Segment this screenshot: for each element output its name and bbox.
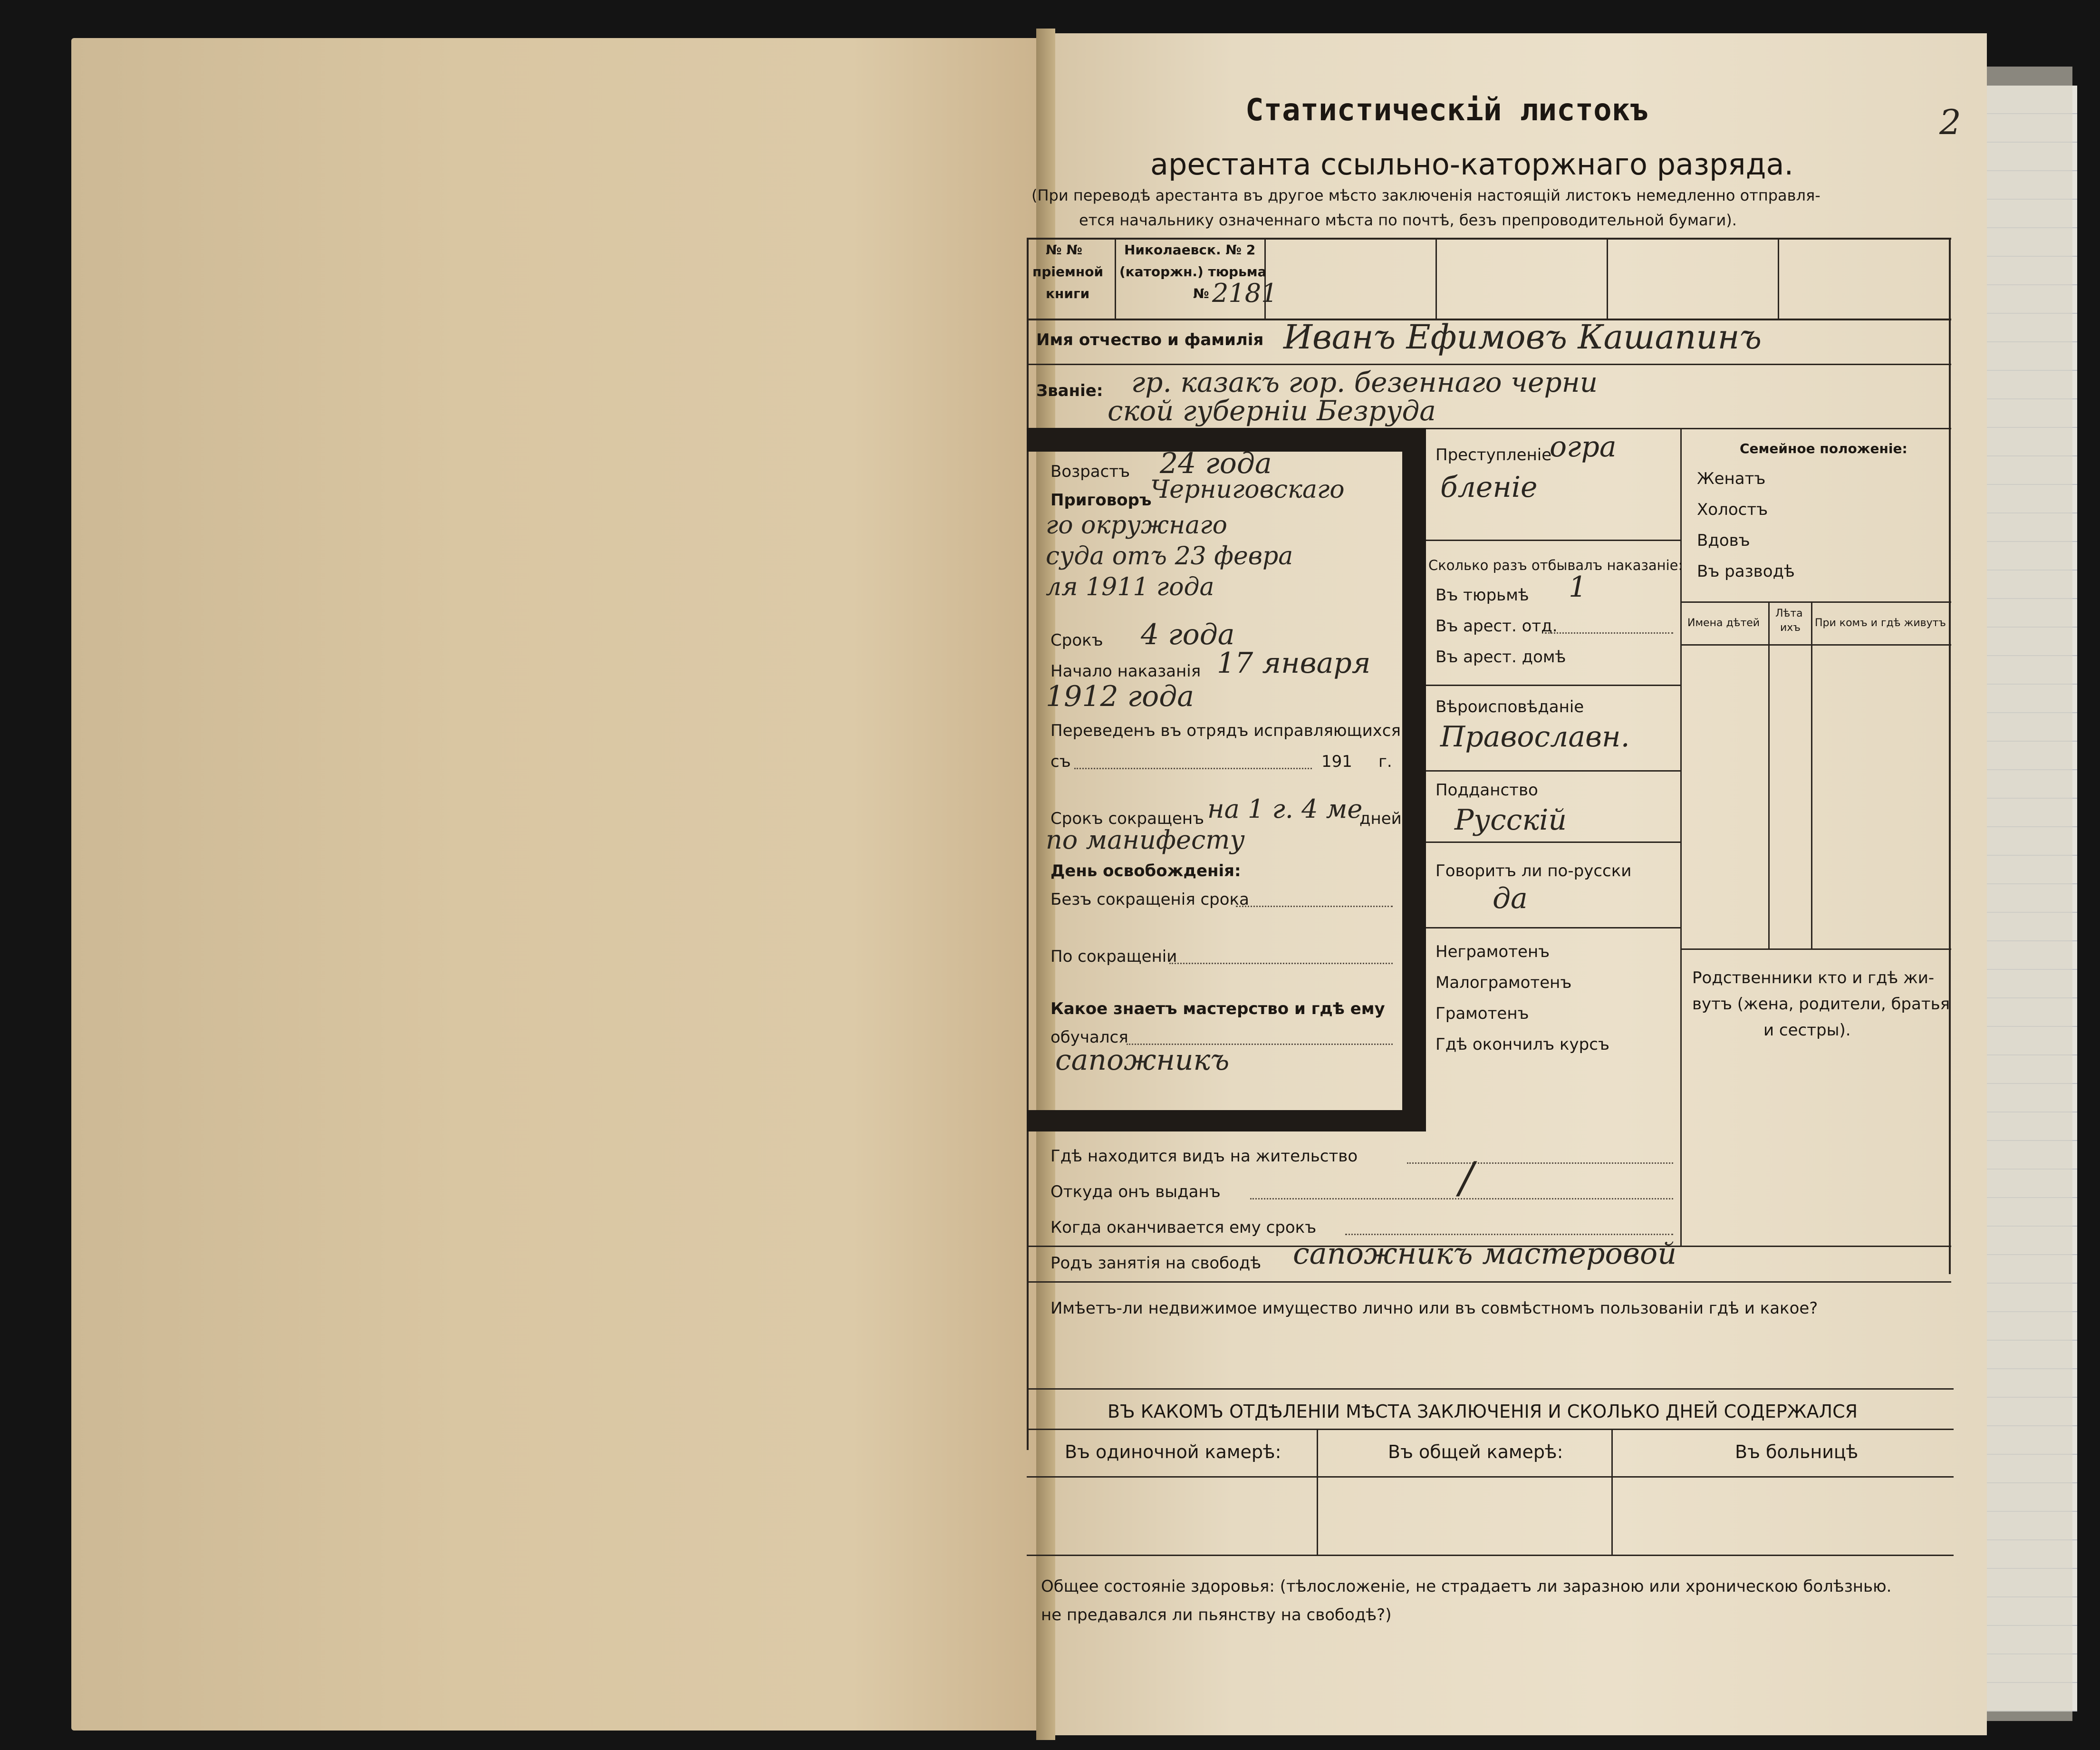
crime-value-1: огра — [1550, 430, 1617, 464]
transfer-from-label: съ — [1050, 752, 1071, 771]
widower-option: Вдовъ — [1697, 531, 1750, 550]
cells-col-divider — [1611, 1429, 1613, 1555]
header-divider — [1778, 238, 1779, 319]
family-status-label: Семейное положеніе: — [1740, 441, 1907, 456]
common-cell-header: Въ общей камерѣ: — [1388, 1441, 1563, 1462]
sentence-value-3: суда отъ 23 февра — [1046, 542, 1293, 570]
row-rule — [1027, 1429, 1954, 1430]
course-label: Гдѣ окончилъ курсъ — [1435, 1035, 1609, 1054]
speaks-russian-value: да — [1493, 882, 1528, 915]
health-label-1: Общее состояніе здоровья: (тѣлосложеніе, не страдаетъ ли заразною или хроническою болѣзнью. — [1041, 1577, 1892, 1596]
citizenship-value: Русскій — [1455, 803, 1567, 837]
header-table-top — [1027, 238, 1951, 240]
health-label-2: не предавался ли пьянству на свободѣ?) — [1041, 1605, 1392, 1624]
illiterate-option: Неграмотенъ — [1435, 942, 1550, 961]
transfer-label: Переведенъ въ отрядъ исправляющихся — [1050, 721, 1401, 740]
issued-from-value: / — [1459, 1153, 1474, 1203]
start-value: 17 января — [1217, 647, 1371, 680]
start-label: Начало наказанія — [1050, 662, 1201, 681]
row-rule — [1027, 1281, 1951, 1283]
row-rule — [1426, 770, 1680, 772]
rank-value-2: ской губерніи Безруда — [1108, 395, 1436, 427]
transfer-year: 191 — [1321, 752, 1352, 771]
sentence-value-1: Черниговскаго — [1150, 475, 1345, 504]
name-label: Имя отчество и фамилія — [1036, 330, 1264, 349]
rank-label: Званіе: — [1036, 381, 1103, 400]
hospital-header: Въ больницѣ — [1735, 1441, 1859, 1462]
release-label: День освобожденія: — [1050, 861, 1241, 880]
relatives-label-2: вутъ (жена, родители, братья — [1692, 995, 1950, 1014]
header-divider — [1115, 238, 1116, 319]
book-number-label: книги — [1046, 286, 1090, 301]
crime-value-2: бленіе — [1440, 471, 1538, 504]
dotted-fill-line — [1074, 768, 1312, 769]
children-names-header: Имена дѣтей — [1687, 617, 1760, 629]
prison-count-label: Въ тюрьмѣ — [1435, 586, 1529, 605]
trade-value: сапожникъ — [1055, 1044, 1230, 1077]
frame-right — [1402, 428, 1426, 1131]
single-option: Холостъ — [1697, 500, 1768, 519]
middle-right-border — [1680, 428, 1682, 1246]
cells-col-divider — [1317, 1429, 1318, 1555]
transfer-year-suffix: г. — [1378, 752, 1392, 771]
row-rule — [1680, 644, 1951, 646]
prison-number-label: № — [1193, 286, 1209, 301]
literate-option: Грамотенъ — [1435, 1004, 1529, 1023]
form-left-border — [1027, 238, 1029, 1450]
dotted-fill-line — [1236, 906, 1393, 907]
age-value: 24 года — [1160, 447, 1272, 480]
row-rule — [1027, 1388, 1954, 1390]
crime-label: Преступленіе — [1435, 445, 1552, 464]
header-divider — [1435, 238, 1437, 319]
dotted-fill-line — [1407, 1162, 1673, 1164]
speaks-russian-label: Говоритъ ли по-русски — [1435, 861, 1632, 880]
left-blank-page — [71, 38, 1046, 1731]
arrest-dept-label: Въ арест. отд. — [1435, 617, 1558, 636]
no-reduction-label: Безъ сокращенія срока — [1050, 890, 1249, 909]
frame-bottom — [1027, 1110, 1426, 1131]
form-title: Статистическій листокъ — [1245, 93, 1648, 128]
children-col-divider — [1811, 601, 1812, 948]
instruction-line-2: ется начальнику означеннаго мѣста по почтѣ, безъ препроводительной бумаги). — [1079, 211, 1737, 229]
citizenship-label: Подданство — [1435, 781, 1538, 800]
start-value-2: 1912 года — [1046, 680, 1194, 713]
term-value: 4 года — [1141, 618, 1235, 651]
children-col-divider — [1768, 601, 1770, 948]
reduced-value-2: по манифесту — [1046, 825, 1245, 855]
row-rule — [1680, 948, 1951, 950]
row-rule — [1426, 841, 1680, 843]
occupation-label: Родъ занятія на свободѣ — [1050, 1254, 1262, 1273]
arrest-house-label: Въ арест. домѣ — [1435, 648, 1566, 667]
permit-expiry-label: Когда оканчивается ему срокъ — [1050, 1218, 1317, 1237]
form-right-border — [1949, 238, 1951, 1274]
dotted-fill-line — [1169, 963, 1393, 964]
reduced-label: Срокъ сокращенъ — [1050, 809, 1204, 828]
dotted-fill-line — [1545, 632, 1673, 634]
children-age-header-2: ихъ — [1780, 622, 1801, 634]
religion-label: Вѣроисповѣданіе — [1435, 697, 1584, 716]
sentence-value-2: го окружнаго — [1046, 511, 1227, 540]
divorced-option: Въ разводѣ — [1697, 562, 1795, 581]
prison-name-label: (каторжн.) тюрьма — [1119, 264, 1267, 280]
age-label: Возрастъ — [1050, 462, 1130, 481]
married-option: Женатъ — [1697, 469, 1766, 488]
sentence-label: Приговоръ — [1050, 491, 1152, 510]
form-subtitle: арестанта ссыльно-каторжнаго разряда. — [1150, 147, 1794, 182]
punishment-count-label: Сколько разъ отбывалъ наказаніе: — [1428, 557, 1683, 573]
property-label: Имѣетъ-ли недвижимое имущество лично или въ совмѣстномъ пользованіи гдѣ и какое? — [1050, 1299, 1818, 1318]
book-spine — [1036, 29, 1055, 1740]
prison-count-value: 1 — [1569, 570, 1587, 604]
trade-label-2: обучался — [1050, 1028, 1128, 1047]
children-age-header: Лѣта — [1775, 608, 1803, 619]
sentence-value-4: ля 1911 года — [1046, 573, 1214, 601]
row-rule — [1027, 1476, 1954, 1478]
row-rule — [1027, 1555, 1954, 1556]
row-rule — [1680, 601, 1951, 603]
children-residence-header: При комъ и гдѣ живутъ — [1815, 617, 1946, 629]
relatives-label-1: Родственники кто и гдѣ жи- — [1692, 968, 1935, 987]
occupation-value: сапожникъ мастеровой — [1293, 1236, 1677, 1271]
religion-value: Православн. — [1440, 720, 1630, 754]
row-rule — [1027, 364, 1951, 365]
rank-value-1: гр. казакъ гор. безеннаго черни — [1131, 366, 1598, 398]
instruction-line-1: (При переводѣ арестанта въ другое мѣсто заключенія настоящій листокъ немедленно отправля- — [1031, 186, 1821, 204]
trade-label-1: Какое знаетъ мастерство и гдѣ ему — [1050, 999, 1385, 1018]
row-rule — [1426, 540, 1680, 541]
prison-name-label: Николаевск. № 2 — [1124, 242, 1256, 258]
relatives-label-3: и сестры). — [1763, 1021, 1851, 1040]
reduced-value: на 1 г. 4 ме — [1207, 794, 1363, 824]
cells-heading: ВЪ КАКОМЪ ОТДѢЛЕНІИ МѢСТА ЗАКЛЮЧЕНІЯ И СКОЛЬКО ДНЕЙ СОДЕРЖАЛСЯ — [1108, 1401, 1858, 1422]
solitary-cell-header: Въ одиночной камерѣ: — [1065, 1441, 1281, 1462]
name-value: Иванъ Ефимовъ Кашапинъ — [1283, 318, 1762, 357]
prisoner-number: 2181 — [1212, 278, 1278, 308]
row-rule — [1426, 685, 1680, 686]
semi-literate-option: Малограмотенъ — [1435, 973, 1572, 992]
issued-from-label: Откуда онъ выданъ — [1050, 1182, 1221, 1201]
header-divider — [1607, 238, 1608, 319]
book-number-label: пріемной — [1032, 264, 1104, 280]
row-rule — [1426, 927, 1680, 928]
residence-permit-label: Гдѣ находится видъ на жительство — [1050, 1147, 1358, 1166]
term-label: Срокъ — [1050, 631, 1103, 650]
book-number-label: № № — [1046, 242, 1083, 258]
page-number: 2 — [1939, 102, 1961, 142]
by-reduction-label: По сокращеніи — [1050, 947, 1177, 966]
dotted-fill-line — [1345, 1234, 1673, 1235]
reduced-days-label: дней — [1359, 809, 1402, 828]
